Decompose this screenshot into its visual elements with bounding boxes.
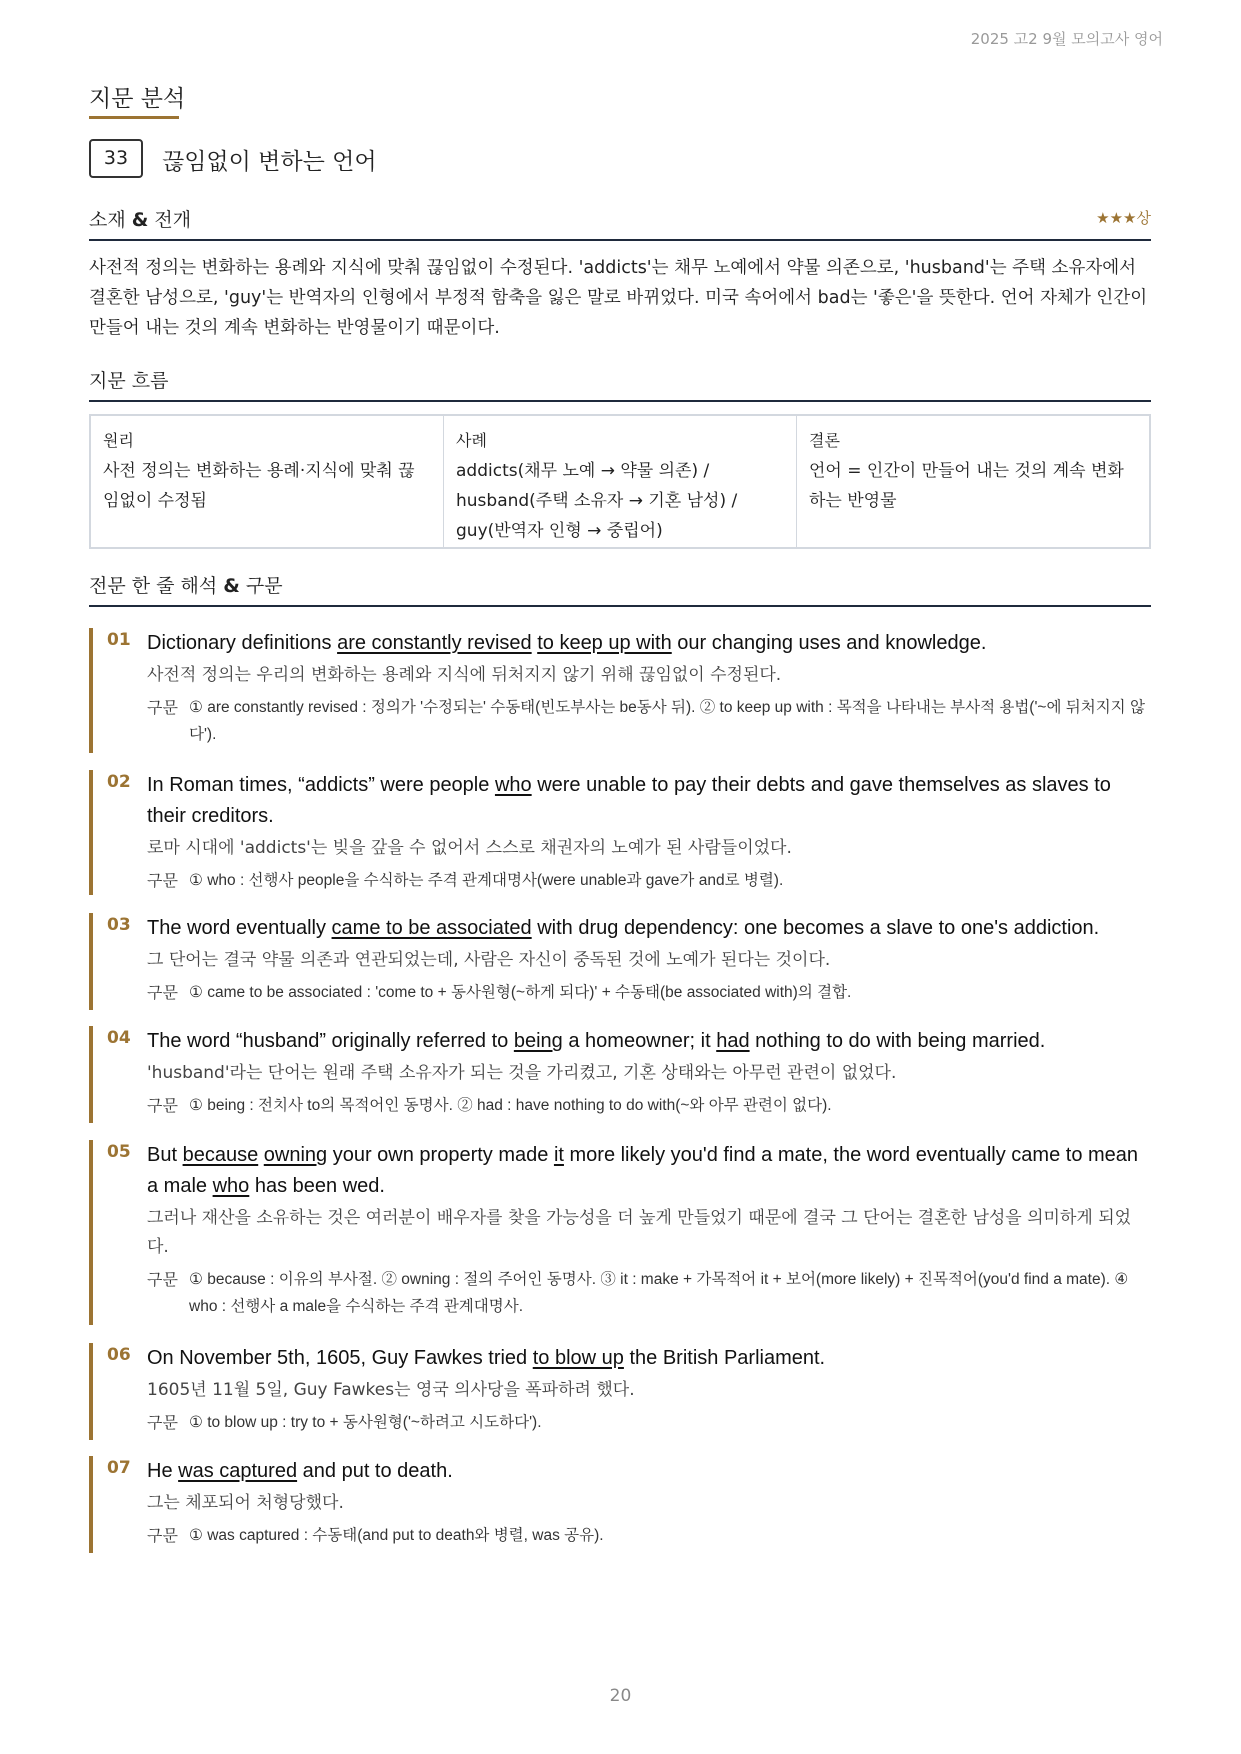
text-segment: Dictionary definitions: [147, 632, 338, 654]
text-segment: In Roman times, “addicts” were people: [147, 774, 495, 796]
text-segment: The word eventually: [147, 917, 332, 939]
syntax-label: 구문: [147, 698, 178, 717]
page-number: 20: [609, 1686, 632, 1706]
syntax-label: 구문: [147, 1270, 178, 1289]
text-segment: more likely you'd find a mate, the word eventually came to mean a male: [147, 1144, 1139, 1197]
underlined-phrase: who: [494, 774, 532, 796]
syntax-text: ① are constantly revised : 정의가 '수정되는' 수동태(빈도부사는 be동사 뒤). ② to keep up with : 목적을 나타내는 부사적 용법('~에 뒤처지지 않다').: [189, 699, 1145, 743]
sentence-number: 01: [107, 630, 131, 650]
sentence-block: [89, 1343, 1151, 1440]
sentence-number: 04: [107, 1028, 131, 1048]
section-title-underline: [89, 116, 179, 119]
sentence-english: [147, 628, 1151, 659]
syntax-text: ① was captured : 수동태(and put to death와 병렬, was 공유).: [189, 1527, 604, 1544]
exam-label: 2025 고2 9월 모의고사 영어: [970, 30, 1163, 48]
underlined-phrase: to keep up with: [537, 632, 672, 654]
sentence-syntax: [147, 694, 1151, 748]
sentence-korean: 사전적 정의는 우리의 변화하는 용례와 지식에 뒤처지지 않기 위해 끊임없이 수정된다.: [147, 665, 782, 685]
syntax-label: 구문: [147, 1096, 178, 1115]
underlined-phrase: because: [182, 1144, 259, 1166]
text-segment: nothing to do with being married.: [749, 1030, 1046, 1052]
flow-text: 언어 = 인간이 만들어 내는 것의 계속 변화하는 반영물: [809, 461, 1124, 511]
syntax-text: ① who : 선행사 people을 수식하는 주격 관계대명사(were unable과 gave가 and로 병렬).: [189, 872, 784, 889]
sentence-block: [89, 913, 1151, 1010]
underlined-phrase: had: [716, 1030, 750, 1052]
underlined-phrase: are constantly revised: [337, 632, 532, 654]
sentence-english: [147, 1456, 1151, 1487]
difficulty-rating: ★★★상: [1096, 209, 1151, 227]
topic-summary: 사전적 정의는 변화하는 용례와 지식에 맞춰 끊임없이 수정된다. 'addicts'는 채무 노예에서 약물 의존으로, 'husband'는 주택 소유자에서 결혼한 남성으로, 'guy'는 반역자의 인형에서 부정적 함축을 잃은 말로 바뀌었다. 미국 속어에서 bad는 '좋은'을 뜻한다. 언어 자체가 인간이 만들어 내는 것의 계속 변화하는 반영물이기 때문이다.: [89, 258, 1148, 338]
text-segment: He: [147, 1460, 179, 1482]
topic-heading: [89, 205, 1151, 241]
analysis-heading: [89, 571, 1151, 607]
syntax-text: ① because : 이유의 부사절. ② owning : 절의 주어인 동명사. ③ it : make + 가목적어 it + 보어(more likely) + 진목적어(you'd find a mate). ④ who : 선행사 a male을 수식하는 주격 관계대명사.: [189, 1271, 1129, 1315]
syntax-text: ① came to be associated : 'come to + 동사원형(~하게 되다)' + 수동태(be associated with)의 결합.: [189, 984, 852, 1001]
sentence-syntax: [147, 1092, 1151, 1119]
syntax-label: 구문: [147, 1526, 178, 1545]
sentence-syntax: [147, 1522, 1151, 1549]
text-segment: a homeowner; it: [562, 1030, 717, 1052]
text-segment: your own property made: [327, 1144, 554, 1166]
flow-label: 원리: [103, 431, 134, 450]
sentence-korean: 'husband'라는 단어는 원래 주택 소유자가 되는 것을 가리켰고, 기혼 상태와는 아무런 관련이 없었다.: [147, 1063, 897, 1083]
flow-text: 사전 정의는 변화하는 용례·지식에 맞춰 끊임없이 수정됨: [103, 461, 415, 511]
text-segment: with drug dependency: one becomes a slave to one's addiction.: [531, 917, 1100, 939]
sentence-korean: 로마 시대에 'addicts'는 빚을 갚을 수 없어서 스스로 채권자의 노예가 된 사람들이었다.: [147, 838, 792, 858]
passage-title: 끊임없이 변하는 언어: [162, 149, 377, 175]
topic-heading-b: 전개: [148, 209, 192, 231]
sentence-english: [147, 1343, 1151, 1374]
sentence-korean: 그는 체포되어 처형당했다.: [147, 1493, 344, 1513]
sentence-syntax: [147, 867, 1151, 894]
sentence-korean: 그 단어는 결국 약물 의존과 연관되었는데, 사람은 자신이 중독된 것에 노예가 된다는 것이다.: [147, 950, 831, 970]
sentence-block: [89, 1140, 1151, 1325]
analysis-heading-b: 구문: [239, 575, 283, 597]
text-segment: But: [147, 1144, 183, 1166]
text-segment: The word “husband” originally referred to: [147, 1030, 514, 1052]
underlined-phrase: being: [513, 1030, 563, 1052]
sentence-number: 06: [107, 1345, 131, 1365]
underlined-phrase: came to be associated: [331, 917, 532, 939]
topic-heading-amp: &: [131, 209, 149, 231]
syntax-text: ① to blow up : try to + 동사원형('~하려고 시도하다').: [189, 1414, 542, 1431]
sentence-english: [147, 913, 1151, 944]
sentence-block: [89, 1026, 1151, 1123]
sentence-syntax: [147, 1409, 1151, 1436]
flow-table: [89, 414, 1151, 549]
flow-cell-examples: [444, 416, 797, 547]
sentence-number: 07: [107, 1458, 131, 1478]
sentence-english: [147, 770, 1151, 832]
syntax-label: 구문: [147, 983, 178, 1002]
sentence-block: [89, 770, 1151, 895]
flow-heading: [89, 366, 1151, 402]
underlined-phrase: to blow up: [532, 1347, 624, 1369]
sentence-english: [147, 1140, 1151, 1202]
sentence-number: 02: [107, 772, 131, 792]
text-segment: our changing uses and knowledge.: [671, 632, 987, 654]
syntax-text: ① being : 전치사 to의 목적어인 동명사. ② had : have nothing to do with(~와 아무 관련이 없다).: [189, 1097, 832, 1114]
text-segment: the British Parliament.: [623, 1347, 826, 1369]
text-segment: and put to death.: [297, 1460, 453, 1482]
text-segment: has been wed.: [249, 1175, 385, 1197]
sentence-block: [89, 1456, 1151, 1553]
flow-text: addicts(채무 노예 → 약물 의존) / husband(주택 소유자 → 기혼 남성) / guy(반역자 인형 → 중립어): [456, 461, 738, 541]
sentence-syntax: [147, 979, 1151, 1006]
flow-cell-conclusion: [797, 416, 1149, 547]
sentence-number: 03: [107, 915, 131, 935]
flow-heading-text: 지문 흐름: [89, 370, 169, 392]
sentence-block: [89, 628, 1151, 753]
underlined-phrase: who: [212, 1175, 250, 1197]
passage-number: 33: [89, 139, 143, 178]
sentence-english: [147, 1026, 1151, 1057]
sentence-korean: 1605년 11월 5일, Guy Fawkes는 영국 의사당을 폭파하려 했다.: [147, 1380, 635, 1400]
sentence-number: 05: [107, 1142, 131, 1162]
analysis-heading-amp: &: [223, 575, 240, 597]
analysis-heading-a: 전문 한 줄 해석: [89, 575, 224, 597]
flow-label: 결론: [809, 431, 840, 450]
text-segment: On November 5th, 1605, Guy Fawkes tried: [147, 1347, 533, 1369]
sentence-korean: 그러나 재산을 소유하는 것은 여러분이 배우자를 찾을 가능성을 더 높게 만들었기 때문에 결국 그 단어는 결혼한 남성을 의미하게 되었다.: [147, 1208, 1132, 1257]
underlined-phrase: it: [553, 1144, 564, 1166]
underlined-phrase: was captured: [178, 1460, 298, 1482]
topic-heading-a: 소재: [89, 209, 132, 231]
syntax-label: 구문: [147, 1413, 178, 1432]
syntax-label: 구문: [147, 871, 178, 890]
text-segment: were unable to pay their debts and gave themselves as slaves to their creditors.: [147, 774, 1111, 827]
flow-cell-principle: [91, 416, 444, 547]
flow-label: 사례: [456, 431, 487, 450]
underlined-phrase: owning: [263, 1144, 328, 1166]
section-title: 지문 분석: [89, 86, 186, 112]
sentence-syntax: [147, 1266, 1151, 1320]
